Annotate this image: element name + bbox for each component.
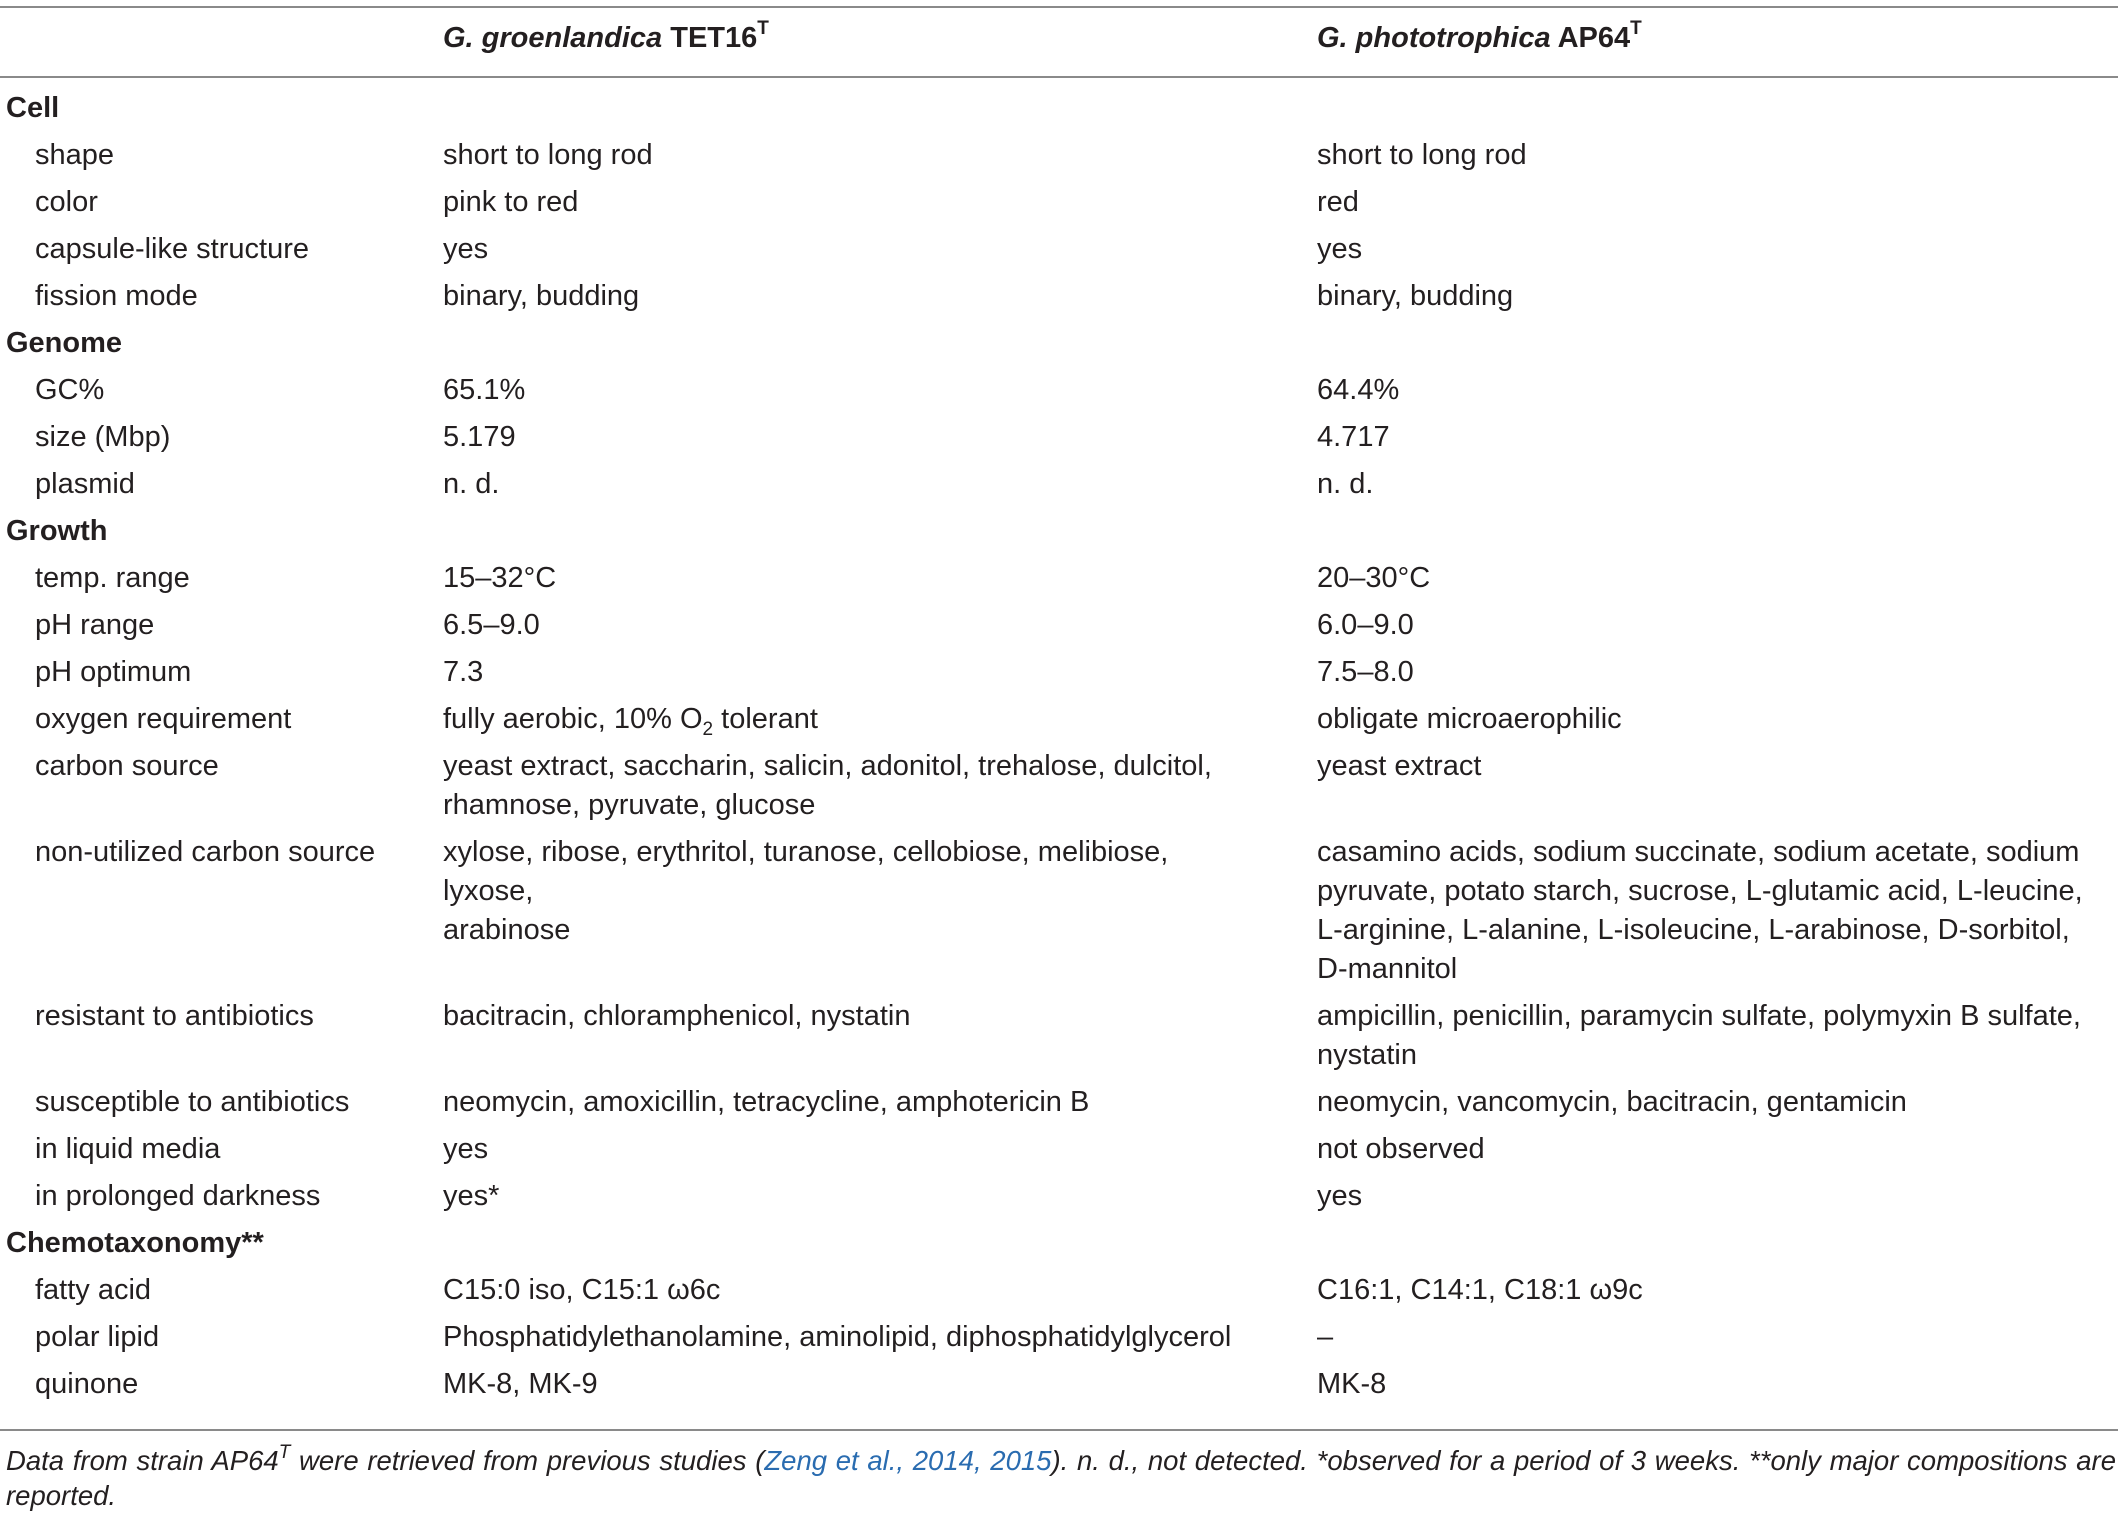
subscript: 2 [702, 718, 714, 740]
value-groenlandica: 7.3 [443, 656, 484, 688]
value-groenlandica: MK-8, MK-9 [443, 1368, 598, 1400]
row-label: quinone [35, 1368, 139, 1400]
header-rule [0, 76, 2118, 78]
value-line: D-mannitol [1317, 953, 1458, 985]
value-line: casamino acids, sodium succinate, sodium acetate, sodium [1317, 836, 2080, 868]
value-groenlandica: pink to red [443, 186, 579, 218]
row-label: pH range [35, 609, 155, 641]
value-phototrophica: obligate microaerophilic [1317, 703, 1622, 735]
value-groenlandica: yes* [443, 1180, 500, 1212]
value-phototrophica: 64.4% [1317, 374, 1400, 406]
value-phototrophica [1317, 833, 2117, 989]
value-phototrophica: red [1317, 186, 1359, 218]
value-line: L-arginine, L-alanine, L-isoleucine, L-arabinose, D-sorbitol, [1317, 914, 2070, 946]
value-groenlandica: 6.5–9.0 [443, 609, 540, 641]
row-label: in liquid media [35, 1133, 221, 1165]
header-col-phototrophica: G. phototrophica $AP64^T$ [1317, 18, 1642, 54]
value-groenlandica [443, 700, 1243, 739]
row-label: non-utilized carbon source [35, 836, 376, 868]
row-label: oxygen requirement [35, 703, 292, 735]
value-groenlandica: n. d. [443, 468, 500, 500]
row-label: carbon source [35, 750, 219, 782]
row-label: capsule-like structure [35, 233, 309, 265]
value-phototrophica: C16:1, C14:1, C18:1 ω9c [1317, 1274, 1643, 1306]
value-phototrophica: – [1317, 1321, 1334, 1353]
value-phototrophica: binary, budding [1317, 280, 1514, 312]
value-groenlandica [443, 747, 1243, 825]
value-line: arabinose [443, 914, 571, 946]
value-groenlandica: 5.179 [443, 421, 516, 453]
value-phototrophica: 20–30°C [1317, 562, 1431, 594]
value-phototrophica: 7.5–8.0 [1317, 656, 1414, 688]
value-groenlandica: yes [443, 1133, 489, 1165]
row-label: fatty acid [35, 1274, 152, 1306]
value-text: fully aerobic, 10% O [443, 703, 703, 735]
row-label: susceptible to antibiotics [35, 1086, 350, 1118]
value-phototrophica: MK-8 [1317, 1368, 1387, 1400]
value-groenlandica: 65.1% [443, 374, 526, 406]
value-line: nystatin [1317, 1039, 1417, 1071]
value-groenlandica: short to long rod [443, 139, 653, 171]
value-groenlandica: binary, budding [443, 280, 640, 312]
section-title: Cell [6, 92, 60, 124]
row-label: size (Mbp) [35, 421, 171, 453]
value-phototrophica: 6.0–9.0 [1317, 609, 1414, 641]
section-title: Growth [6, 515, 108, 547]
value-groenlandica: Phosphatidylethanolamine, aminolipid, diphosphatidylglycerol [443, 1321, 1232, 1353]
row-label: GC% [35, 374, 105, 406]
value-line: pyruvate, potato starch, sucrose, L-glutamic acid, L-leucine, [1317, 875, 2083, 907]
row-label: shape [35, 139, 115, 171]
value-groenlandica: bacitracin, chloramphenicol, nystatin [443, 1000, 911, 1032]
value-phototrophica: 4.717 [1317, 421, 1390, 453]
value-line: yeast extract, saccharin, salicin, adonitol, trehalose, dulcitol, [443, 750, 1212, 782]
table-bottom-rule [0, 1429, 2118, 1431]
value-phototrophica: not observed [1317, 1133, 1485, 1165]
value-line: xylose, ribose, erythritol, turanose, cellobiose, melibiose, lyxose, [443, 836, 1169, 907]
row-label: temp. range [35, 562, 190, 594]
value-phototrophica: yeast extract [1317, 750, 1482, 782]
row-label: resistant to antibiotics [35, 1000, 314, 1032]
table-top-rule [0, 6, 2118, 8]
value-groenlandica [443, 833, 1243, 950]
row-label: in prolonged darkness [35, 1180, 321, 1212]
value-groenlandica: 15–32°C [443, 562, 557, 594]
row-label: pH optimum [35, 656, 192, 688]
header-col-groenlandica: G. groenlandica $TET16^T$ [443, 18, 769, 54]
value-line: rhamnose, pyruvate, glucose [443, 789, 816, 821]
value-phototrophica: short to long rod [1317, 139, 1527, 171]
section-title: Chemotaxonomy** [6, 1227, 264, 1259]
row-label: plasmid [35, 468, 135, 500]
value-text: tolerant [713, 703, 818, 735]
value-phototrophica: neomycin, vancomycin, bacitracin, gentamicin [1317, 1086, 1907, 1118]
value-phototrophica: yes [1317, 233, 1363, 265]
section-title: Genome [6, 327, 123, 359]
value-phototrophica: yes [1317, 1180, 1363, 1212]
table-footnote: Data from strain $AP64^T$ were retrieved from previous studies (Zeng et al., 2014, 2015). n. d., not detected. *observed for a period of 3 weeks. **only major compositions are reported. [6, 1441, 2116, 1511]
row-label: color [35, 186, 98, 218]
value-line: ampicillin, penicillin, paramycin sulfate, polymyxin B sulfate, [1317, 1000, 2081, 1032]
value-phototrophica [1317, 997, 2117, 1075]
value-groenlandica: C15:0 iso, C15:1 ω6c [443, 1274, 721, 1306]
row-label: fission mode [35, 280, 198, 312]
value-groenlandica: yes [443, 233, 489, 265]
row-label: polar lipid [35, 1321, 160, 1353]
value-groenlandica: neomycin, amoxicillin, tetracycline, amphotericin B [443, 1086, 1090, 1118]
value-phototrophica: n. d. [1317, 468, 1374, 500]
citation-link[interactable]: Zeng et al., 2014, 2015 [764, 1445, 1052, 1476]
